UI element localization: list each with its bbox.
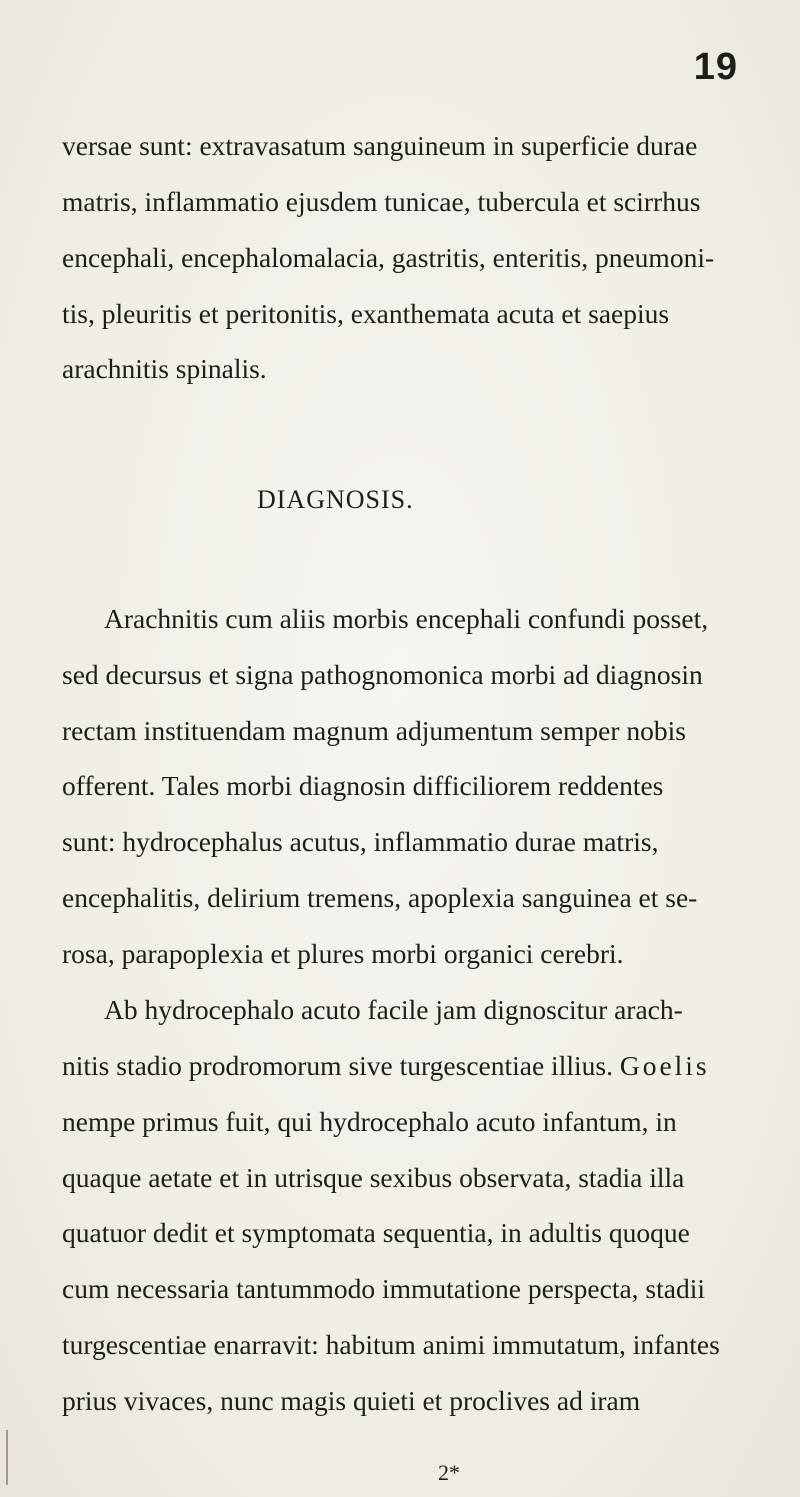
- text-line: [62, 1050, 710, 1082]
- text-line: quaque aetate et in utrisque sexibus observata, stadia illa: [62, 1162, 685, 1193]
- page-edge-mark: [6, 1430, 8, 1485]
- section-heading: DIAGNOSIS.: [257, 485, 414, 514]
- text-line: Arachnitis cum aliis morbis encephali confundi posset,: [104, 603, 709, 634]
- author-name: Goelis: [619, 1050, 710, 1081]
- text-fragment: nitis stadio prodromorum sive turgescentiae illius.: [62, 1050, 613, 1081]
- text-line: sed decursus et signa pathognomonica morbi ad diagnosin: [62, 659, 703, 690]
- text-line: encephalitis, delirium tremens, apoplexia sanguinea et se-: [62, 882, 698, 913]
- text-line: nempe primus fuit, qui hydrocephalo acuto infantum, in: [62, 1106, 677, 1137]
- text-line: tis, pleuritis et peritonitis, exanthemata acuta et saepius: [62, 298, 670, 329]
- text-line: offerent. Tales morbi diagnosin difficiliorem reddentes: [62, 770, 664, 801]
- text-line: turgescentiae enarravit: habitum animi immutatum, infantes: [62, 1329, 720, 1360]
- page-number: 19: [693, 46, 738, 88]
- text-line: rosa, parapoplexia et plures morbi organici cerebri.: [62, 938, 624, 969]
- text-line: cum necessaria tantummodo immutatione perspecta, stadii: [62, 1273, 706, 1304]
- signature-mark: 2*: [438, 1460, 460, 1485]
- text-line: prius vivaces, nunc magis quieti et proclives ad iram: [62, 1385, 641, 1416]
- text-line: versae sunt: extravasatum sanguineum in superficie durae: [62, 130, 698, 161]
- text-line: matris, inflammatio ejusdem tunicae, tubercula et scirrhus: [62, 186, 701, 217]
- text-line: quatuor dedit et symptomata sequentia, in adultis quoque: [62, 1217, 690, 1248]
- text-line: sunt: hydrocephalus acutus, inflammatio durae matris,: [62, 826, 659, 857]
- text-line: Ab hydrocephalo acuto facile jam dignoscitur arach-: [104, 994, 683, 1025]
- text-line: encephali, encephalomalacia, gastritis, enteritis, pneumoni-: [62, 242, 715, 273]
- text-line: arachnitis spinalis.: [62, 353, 267, 384]
- text-line: rectam instituendam magnum adjumentum semper nobis: [62, 715, 686, 746]
